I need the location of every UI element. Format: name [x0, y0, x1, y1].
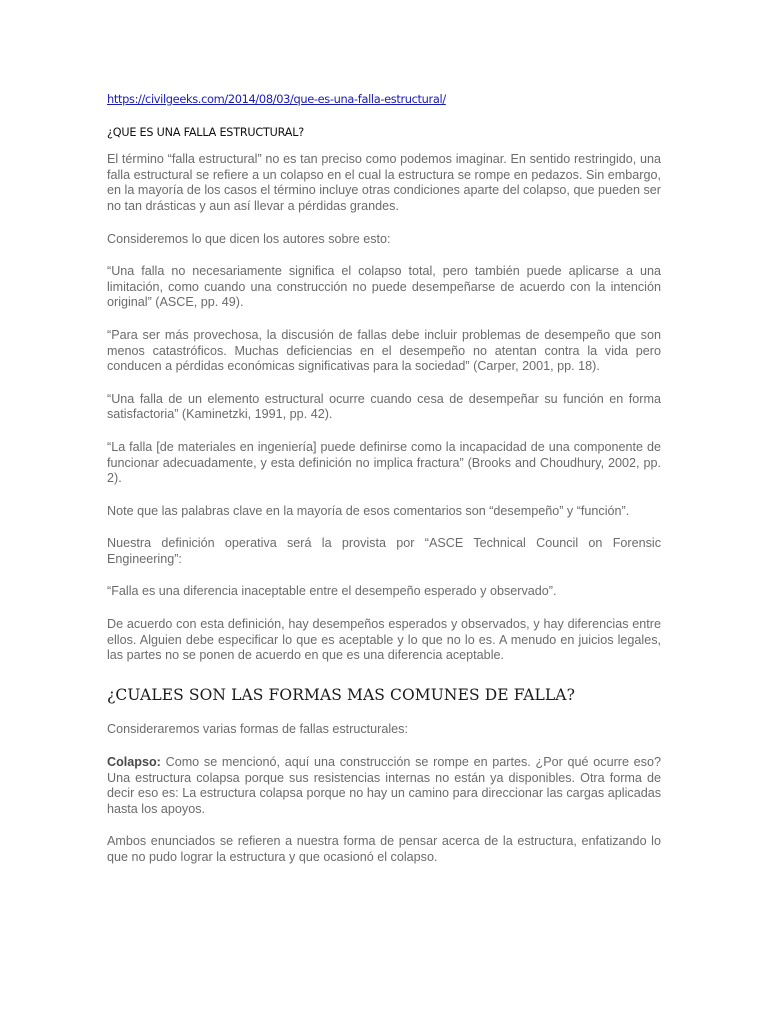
- paragraph: “Para ser más provechosa, la discusión de fallas debe incluir problemas de desempeño que son menos catastróficos. Muchas deficiencias en el desempeño no atentan contra la vida pero conducen a pérdidas económicas significativas para la sociedad” (Carper, 2001, pp. 18).: [107, 327, 661, 374]
- colapso-text: Como se mencionó, aquí una construcción se rompe en partes. ¿Por qué ocurre eso? Una estructura colapsa porque sus resistencias internas no están ya disponibles. Otra forma de decir eso es: La estructura colapsa porque no hay un camino para direccionar las cargas aplicadas hasta los apoyos.: [107, 755, 661, 816]
- paragraph: “Falla es una diferencia inaceptable entre el desempeño esperado y observado”.: [107, 584, 557, 599]
- paragraph: “La falla [de materiales en ingeniería] puede definirse como la incapacidad de una componente de funcionar adecuadamente, y esta definición no implica fractura” (Brooks and Choudhury, 2002, pp. 2).: [107, 439, 661, 486]
- paragraph: Nuestra definición operativa será la provista por “ASCE Technical Council on Forensic Engineering”:: [107, 536, 661, 566]
- paragraph: De acuerdo con esta definición, hay desempeños esperados y observados, y hay diferencias entre ellos. Alguien debe especificar lo que es aceptable y lo que no lo es. A menudo en juicios legales, las partes no se ponen de acuerdo en que es una diferencia aceptable.: [107, 617, 661, 663]
- colapso-paragraph: [107, 755, 661, 817]
- paragraph: Note que las palabras clave en la mayoría de esos comentarios son “desempeño” y “función”.: [107, 503, 630, 518]
- source-link[interactable]: https://civilgeeks.com/2014/08/03/que-es-una-falla-estructural/: [107, 92, 446, 106]
- paragraph: Ambos enunciados se refieren a nuestra forma de pensar acerca de la estructura, enfatizando lo que no pudo lograr la estructura y que ocasionó el colapso.: [107, 834, 661, 864]
- paragraph: Consideraremos varias formas de fallas estructurales:: [107, 722, 408, 737]
- heading-que-es-falla: ¿QUE ES UNA FALLA ESTRUCTURAL?: [107, 125, 304, 139]
- colapso-label: Colapso:: [107, 755, 161, 770]
- paragraph: “Una falla de un elemento estructural ocurre cuando cesa de desempeñar su función en forma satisfactoria” (Kaminetzki, 1991, pp. 42).: [107, 391, 661, 422]
- paragraph: “Una falla no necesariamente significa el colapso total, pero también puede aplicarse a una limitación, como cuando una construcción no puede desempeñarse de acuerdo con la intención original” (ASCE, pp. 49).: [107, 264, 661, 310]
- paragraph: El término “falla estructural” no es tan preciso como podemos imaginar. En sentido restringido, una falla estructural se refiere a un colapso en el cual la estructura se rompe en pedazos. Sin embargo, en la mayoría de los casos el término incluye otras condiciones aparte del colapso, que pueden ser no tan drásticas y aun así llevar a pérdidas grandes.: [107, 152, 661, 213]
- heading-formas-comunes: ¿CUALES SON LAS FORMAS MAS COMUNES DE FALLA?: [107, 685, 575, 704]
- paragraph: Consideremos lo que dicen los autores sobre esto:: [107, 231, 391, 246]
